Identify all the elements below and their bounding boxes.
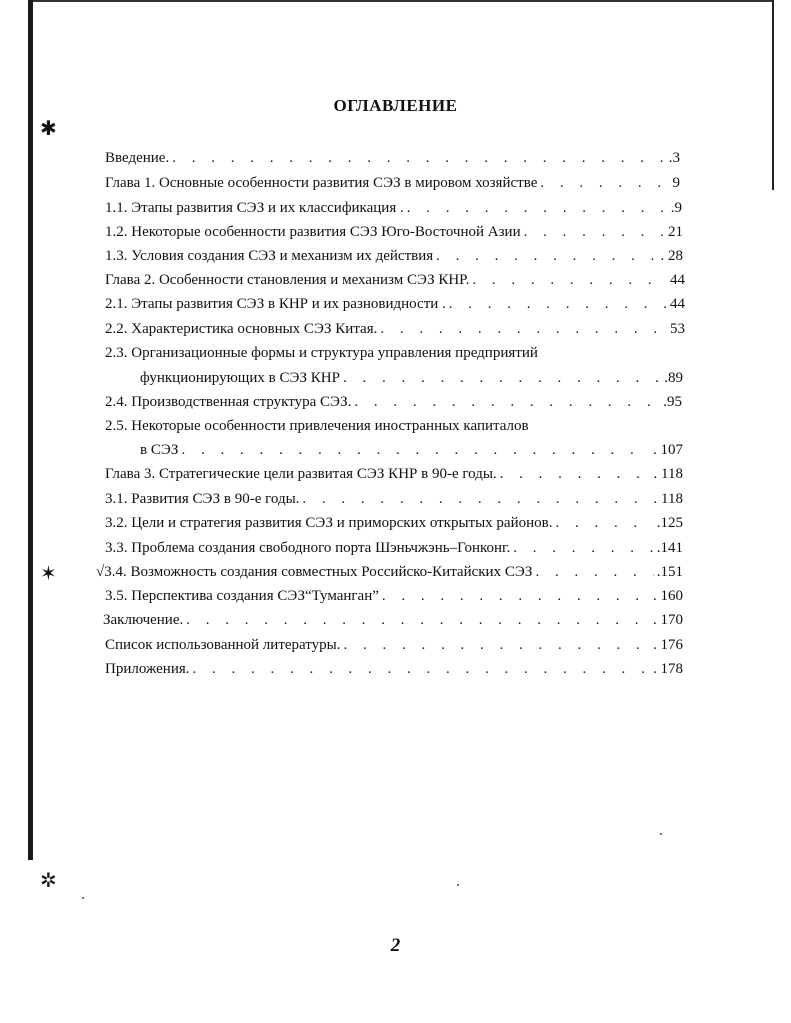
toc-entry (105, 343, 685, 363)
toc-entry (105, 270, 685, 290)
leader-dots (472, 270, 667, 290)
toc-entry (105, 319, 685, 339)
speck (457, 884, 459, 886)
toc-entry-page: .9 (670, 200, 682, 216)
toc-entry-page: 44 (670, 272, 685, 288)
toc-entry-text: 3.3. Проблема создания свободного порта Шэньчжэнь–Гонконг. (105, 540, 511, 556)
toc-entry (105, 246, 683, 266)
toc-entry-text: 1.2. Некоторые особенности развития СЭЗ Юго-Восточной Азии (105, 224, 521, 240)
leader-dots (302, 489, 658, 509)
leader-dots (172, 148, 666, 168)
toc-entry (96, 562, 683, 582)
toc-entry-page: . 176 (653, 637, 683, 653)
toc-entry (105, 513, 683, 533)
leader-dots (407, 198, 668, 218)
leader-dots (186, 610, 650, 630)
toc-entry-text: в СЭЗ (140, 442, 179, 458)
toc-entry-page: .141 (656, 540, 683, 556)
ink-blot-icon: ✱ (40, 116, 57, 140)
toc-entry-text: Приложения. (105, 661, 190, 677)
toc-entry-text: 2.4. Производственная структура СЭЗ. (105, 394, 352, 410)
toc-entry-text: 2.1. Этапы развития СЭЗ в КНР и их разновидности . (105, 296, 446, 312)
toc-entry-page: . 118 (653, 466, 683, 482)
leader-dots (382, 586, 650, 606)
leader-dots (436, 246, 657, 266)
leader-dots (344, 635, 651, 655)
leader-dots (513, 538, 654, 558)
toc-entry-page: 44 (670, 296, 685, 312)
leader-dots (354, 392, 660, 412)
toc-entry (105, 416, 685, 436)
toc-entry-page: 53 (670, 321, 685, 337)
toc-entry-page: 9 (672, 175, 680, 191)
toc-entry-page: .89 (664, 370, 683, 386)
leader-dots (380, 319, 667, 339)
toc-entry-page: . 107 (653, 442, 683, 458)
toc-entry-text: 1.1. Этапы развития СЭЗ и их классификация . (105, 200, 404, 216)
toc-entry (105, 635, 683, 655)
page-number: 2 (390, 935, 401, 956)
leader-dots (500, 464, 651, 484)
leader-dots (343, 368, 661, 388)
toc-entry-text: 3.5. Перспектива создания СЭЗ“Туманган” (105, 588, 379, 604)
toc-entry-page: .125 (656, 515, 683, 531)
page-title: ОГЛАВЛЕНИЕ (333, 96, 458, 115)
leader-dots (193, 659, 651, 679)
toc-entry-page: . 28 (660, 248, 683, 264)
toc-entry-text: 1.3. Условия создания СЭЗ и механизм их действия (105, 248, 434, 264)
toc-entry (105, 148, 680, 168)
toc-entry (103, 610, 683, 630)
toc-entry (105, 173, 680, 193)
toc-entry-page: .95 (663, 394, 682, 410)
toc-entry-text: Список использованной литературы. (105, 637, 341, 653)
toc-entry-text: Заключение. (103, 612, 184, 628)
toc-entry (105, 538, 683, 558)
leader-dots (540, 173, 669, 193)
toc-entry-continuation (140, 368, 683, 388)
toc-entry (105, 659, 683, 679)
speck (82, 897, 84, 899)
toc-entry-text: 3.1. Развития СЭЗ в 90-е годы. (105, 491, 300, 507)
toc-entry-text: 2.3. Организационные формы и структура управления предприятий (105, 345, 538, 361)
toc-entry-text: 2.5. Некоторые особенности привлечения иностранных капиталов (105, 418, 529, 434)
toc-entry (105, 198, 682, 218)
leader-dots (535, 562, 653, 582)
leader-dots (524, 222, 665, 242)
toc-entry-text: √3.4. Возможность создания совместных Российско-Китайских СЭЗ (96, 564, 533, 580)
toc-entry-page: 21 (668, 224, 683, 240)
toc-entry (105, 294, 685, 314)
toc-entry-page: 118 (661, 491, 683, 507)
toc-entry (105, 222, 683, 242)
toc-entry-page: .151 (656, 564, 683, 580)
toc-entry-text: Глава 2. Особенности становления и механизм СЭЗ КНР. (105, 272, 470, 288)
leader-dots (181, 440, 650, 460)
leader-dots (555, 513, 653, 533)
toc-entry-text: 3.2. Цели и стратегия развития СЭЗ и приморских открытых районов. (105, 515, 553, 531)
toc-entry-page: .3 (668, 150, 680, 166)
toc-entry-page: . 160 (653, 588, 683, 604)
ink-blot-icon: ✲ (40, 868, 57, 892)
toc-entry-page: . 170 (653, 612, 683, 628)
toc-entry-continuation (140, 440, 683, 460)
ink-blot-icon: ✶ (40, 561, 57, 585)
toc-entry-text: 2.2. Характеристика основных СЭЗ Китая. (105, 321, 378, 337)
speck (660, 833, 662, 835)
toc-entry-text: Глава 1. Основные особенности развития СЭЗ в мировом хозяйстве (105, 175, 538, 191)
leader-dots (449, 294, 667, 314)
toc-entry (105, 392, 682, 412)
toc-entry (105, 464, 683, 484)
toc-entry-text: Введение. (105, 150, 170, 166)
toc-entry-text: функционирующих в СЭЗ КНР (140, 370, 340, 386)
toc-entry-text: Глава 3. Стратегические цели развитая СЭЗ КНР в 90-е годы. (105, 466, 497, 482)
toc-entry (105, 586, 683, 606)
toc-entry (105, 489, 683, 509)
toc-entry-page: . 178 (653, 661, 683, 677)
